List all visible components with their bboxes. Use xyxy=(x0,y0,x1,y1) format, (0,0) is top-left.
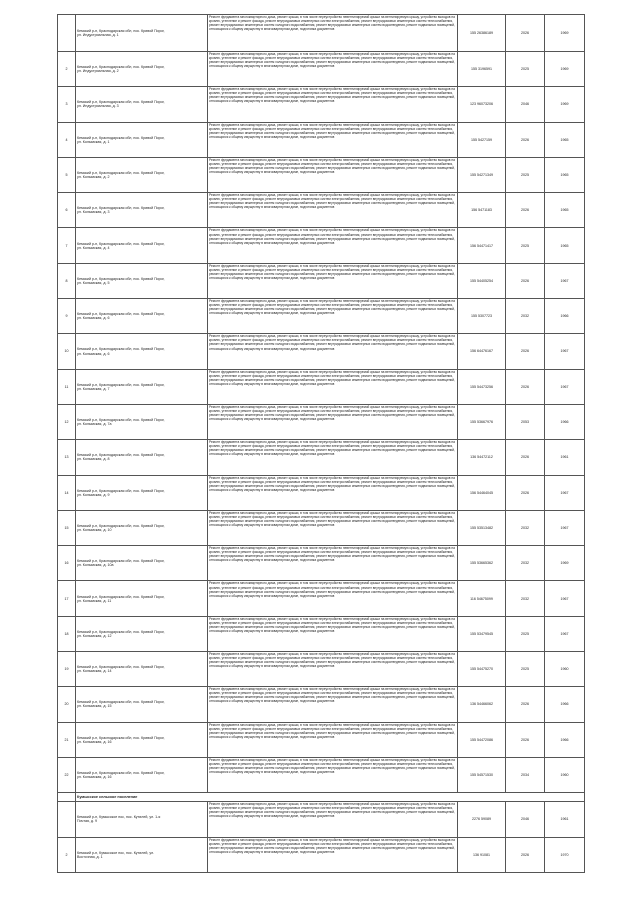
row-number: 12 xyxy=(58,404,76,439)
build-year: 1967 xyxy=(545,369,585,404)
build-year: 1967 xyxy=(545,263,585,298)
work-description: Ремонт фундамента многоквартирного дома, ремонт крыши, в том числе переустройство невентилируемой крыши на вентилируемую крышу, устройство выходов на кровлю, утепление и ремонт фасада, ремонт внутридомовых инженерных систем электроснабжения, ремонт внутридомовых инженерных систем теплоснабжения, ремонт внутридомовых инженерных систем холодного водоснабжения, ремонт внутридомовых инженерных систем водоотведения, ремонт подвальных помещений, относящихся к общему имуществу в многоквартирном доме, подготовка документов xyxy=(208,581,458,616)
house-address: Кемский р-н, Краснодарская обл, пос. Кривой Порог, ул. Колымская, д. 16 xyxy=(76,757,208,792)
row-number: 5 xyxy=(58,157,76,192)
repair-year: 2032 xyxy=(506,581,545,616)
section-spacer xyxy=(58,793,76,802)
build-year: 1967 xyxy=(545,616,585,651)
repair-cost: 155 5307723 xyxy=(458,299,506,334)
repair-year: 2025 xyxy=(506,616,545,651)
repair-cost: 2276 59089 xyxy=(458,802,506,837)
row-number: 8 xyxy=(58,263,76,298)
table-row xyxy=(58,722,585,757)
repair-cost: 136 54472112 xyxy=(458,440,506,475)
house-address: Кемский р-н, Краснодарская обл, пос. Кривой Порог, ул. Колымская, д. 6 xyxy=(76,334,208,369)
build-year: 1965 xyxy=(545,157,585,192)
repair-cost: 136 91081 xyxy=(458,837,506,872)
row-number: 14 xyxy=(58,475,76,510)
repair-cost: 156 54471417 xyxy=(458,228,506,263)
work-description: Ремонт фундамента многоквартирного дома, ремонт крыши, в том числе переустройство невентилируемой крыши на вентилируемую крышу, устройство выходов на кровлю, утепление и ремонт фасада, ремонт внутридомовых инженерных систем электроснабжения, ремонт внутридомовых инженерных систем теплоснабжения, ремонт внутридомовых инженерных систем холодного водоснабжения, ремонт внутридомовых инженерных систем водоотведения, ремонт подвальных помещений, относящихся к общему имуществу в многоквартирном доме, подготовка документов xyxy=(208,193,458,228)
row-number: 22 xyxy=(58,757,76,792)
build-year: 1965 xyxy=(545,122,585,157)
repair-cost: 155 53479545 xyxy=(458,616,506,651)
table-row xyxy=(58,299,585,334)
section-title: Кумысское сельское поселение xyxy=(76,793,585,802)
row-number: 6 xyxy=(58,193,76,228)
repair-year: 2026 xyxy=(506,369,545,404)
repair-cost: 155 54571530 xyxy=(458,757,506,792)
row-number: 20 xyxy=(58,687,76,722)
house-address: Кемский р-н, Кумысское пос, пос. Кутилей, ул. Восточная, д. 1 xyxy=(76,837,208,872)
repair-year: 2026 xyxy=(506,263,545,298)
build-year: 1969 xyxy=(545,15,585,52)
build-year: 1967 xyxy=(545,334,585,369)
table-row xyxy=(58,581,585,616)
work-description: Ремонт фундамента многоквартирного дома, ремонт крыши, в том числе переустройство невентилируемой крыши на вентилируемую крышу, устройство выходов на кровлю, утепление и ремонт фасада, ремонт внутридомовых инженерных систем электроснабжения, ремонт внутридомовых инженерных систем теплоснабжения, ремонт внутридомовых инженерных систем холодного водоснабжения, ремонт внутридомовых инженерных систем водоотведения, ремонт подвальных помещений, относящихся к общему имуществу в многоквартирном доме, подготовка документов xyxy=(208,757,458,792)
house-address: Кемский р-н, Краснодарская обл, пос. Кривой Порог, ул. Колымская, д. 7 xyxy=(76,369,208,404)
work-description: Ремонт фундамента многоквартирного дома, ремонт крыши, в том числе переустройство невентилируемой крыши на вентилируемую крышу, устройство выходов на кровлю, утепление и ремонт фасада, ремонт внутридомовых инженерных систем электроснабжения, ремонт внутридомовых инженерных систем теплоснабжения, ремонт внутридомовых инженерных систем холодного водоснабжения, ремонт внутридомовых инженерных систем водоотведения, ремонт подвальных помещений, относящихся к общему имуществу в многоквартирном доме, подготовка документов xyxy=(208,546,458,581)
house-address: Кемский р-н, Краснодарская обл, пос. Кривой Порог, ул. Колымская, д. 16 xyxy=(76,722,208,757)
capital-repair-table xyxy=(57,14,585,873)
work-description: Ремонт фундамента многоквартирного дома, ремонт крыши, в том числе переустройство невентилируемой крыши на вентилируемую крышу, устройство выходов на кровлю, утепление и ремонт фасада, ремонт внутридомовых инженерных систем электроснабжения, ремонт внутридомовых инженерных систем теплоснабжения, ремонт внутридомовых инженерных систем холодного водоснабжения, ремонт внутридомовых инженерных систем водоотведения, ремонт подвальных помещений, относящихся к общему имуществу в многоквартирном доме, подготовка документов xyxy=(208,52,458,87)
work-description: Ремонт фундамента многоквартирного дома, ремонт крыши, в том числе переустройство невентилируемой крыши на вентилируемую крышу, устройство выходов на кровлю, утепление и ремонт фасада, ремонт внутридомовых инженерных систем электроснабжения, ремонт внутридомовых инженерных систем теплоснабжения, ремонт внутридомовых инженерных систем холодного водоснабжения, ремонт внутридомовых инженерных систем водоотведения, ремонт подвальных помещений, относящихся к общему имуществу в многоквартирном доме, подготовка документов xyxy=(208,15,458,52)
table-row xyxy=(58,687,585,722)
repair-year: 2026 xyxy=(506,334,545,369)
table-row xyxy=(58,122,585,157)
work-description: Ремонт фундамента многоквартирного дома, ремонт крыши, в том числе переустройство невентилируемой крыши на вентилируемую крышу, устройство выходов на кровлю, утепление и ремонт фасада, ремонт внутридомовых инженерных систем электроснабжения, ремонт внутридомовых инженерных систем теплоснабжения, ремонт внутридомовых инженерных систем холодного водоснабжения, ремонт внутридомовых инженерных систем водоотведения, ремонт подвальных помещений, относящихся к общему имуществу в многоквартирном доме, подготовка документов xyxy=(208,87,458,122)
row-number: 2 xyxy=(58,837,76,872)
work-description: Ремонт фундамента многоквартирного дома, ремонт крыши, в том числе переустройство невентилируемой крыши на вентилируемую крышу, устройство выходов на кровлю, утепление и ремонт фасада, ремонт внутридомовых инженерных систем электроснабжения, ремонт внутридомовых инженерных систем теплоснабжения, ремонт внутридомовых инженерных систем холодного водоснабжения, ремонт внутридомовых инженерных систем водоотведения, ремонт подвальных помещений, относящихся к общему имуществу в многоквартирном доме, подготовка документов xyxy=(208,687,458,722)
work-description: Ремонт фундамента многоквартирного дома, ремонт крыши, в том числе переустройство невентилируемой крыши на вентилируемую крышу, устройство выходов на кровлю, утепление и ремонт фасада, ремонт внутридомовых инженерных систем электроснабжения, ремонт внутридомовых инженерных систем теплоснабжения, ремонт внутридомовых инженерных систем холодного водоснабжения, ремонт внутридомовых инженерных систем водоотведения, ремонт подвальных помещений, относящихся к общему имуществу в многоквартирном доме, подготовка документов xyxy=(208,475,458,510)
build-year: 1967 xyxy=(545,475,585,510)
table-row xyxy=(58,546,585,581)
row-number: 4 xyxy=(58,122,76,157)
work-description: Ремонт фундамента многоквартирного дома, ремонт крыши, в том числе переустройство невентилируемой крыши на вентилируемую крышу, устройство выходов на кровлю, утепление и ремонт фасада, ремонт внутридомовых инженерных систем электроснабжения, ремонт внутридомовых инженерных систем теплоснабжения, ремонт внутридомовых инженерных систем холодного водоснабжения, ремонт внутридомовых инженерных систем водоотведения, ремонт подвальных помещений, относящихся к общему имуществу в многоквартирном доме, подготовка документов xyxy=(208,722,458,757)
house-address: Кемский р-н, Краснодарская обл, пос. Кривой Порог, ул. Колымская, д. 5 xyxy=(76,263,208,298)
house-address: Кемский р-н, Кумысское пос, пос. Кутилей, ул. 1-я Почтая, д. 9 xyxy=(76,802,208,837)
repair-year: 2025 xyxy=(506,157,545,192)
table-row xyxy=(58,757,585,792)
repair-year: 2026 xyxy=(506,440,545,475)
row-number xyxy=(58,802,76,837)
house-address: Кемский р-н, Краснодарская обл, пос. Кривой Порог, ул. Колымская, д. 7а xyxy=(76,404,208,439)
repair-year: 2025 xyxy=(506,52,545,87)
build-year: 1966 xyxy=(545,299,585,334)
repair-year: 2025 xyxy=(506,228,545,263)
build-year: 1966 xyxy=(545,722,585,757)
table-row xyxy=(58,652,585,687)
repair-year: 2053 xyxy=(506,404,545,439)
repair-cost: 155 54475270 xyxy=(458,652,506,687)
row-number: 18 xyxy=(58,616,76,651)
table-row xyxy=(58,52,585,87)
repair-year: 2026 xyxy=(506,475,545,510)
work-description: Ремонт фундамента многоквартирного дома, ремонт крыши, в том числе переустройство невентилируемой крыши на вентилируемую крышу, устройство выходов на кровлю, утепление и ремонт фасада, ремонт внутридомовых инженерных систем электроснабжения, ремонт внутридомовых инженерных систем теплоснабжения, ремонт внутридомовых инженерных систем холодного водоснабжения, ремонт внутридомовых инженерных систем водоотведения, ремонт подвальных помещений, относящихся к общему имуществу в многоквартирном доме, подготовка документов xyxy=(208,157,458,192)
repair-year: 2046 xyxy=(506,802,545,837)
build-year: 1967 xyxy=(545,581,585,616)
work-description: Ремонт фундамента многоквартирного дома, ремонт крыши, в том числе переустройство невентилируемой крыши на вентилируемую крышу, устройство выходов на кровлю, утепление и ремонт фасада, ремонт внутридомовых инженерных систем электроснабжения, ремонт внутридомовых инженерных систем теплоснабжения, ремонт внутридомовых инженерных систем холодного водоснабжения, ремонт внутридомовых инженерных систем водоотведения, ремонт подвальных помещений, относящихся к общему имуществу в многоквартирном доме, подготовка документов xyxy=(208,802,458,837)
build-year: 1966 xyxy=(545,404,585,439)
build-year: 1961 xyxy=(545,802,585,837)
work-description: Ремонт фундамента многоквартирного дома, ремонт крыши, в том числе переустройство невентилируемой крыши на вентилируемую крышу, устройство выходов на кровлю, утепление и ремонт фасада, ремонт внутридомовых инженерных систем электроснабжения, ремонт внутридомовых инженерных систем теплоснабжения, ремонт внутридомовых инженерных систем холодного водоснабжения, ремонт внутридомовых инженерных систем водоотведения, ремонт подвальных помещений, относящихся к общему имуществу в многоквартирном доме, подготовка документов xyxy=(208,837,458,872)
table-row xyxy=(58,837,585,872)
table-row xyxy=(58,404,585,439)
work-description: Ремонт фундамента многоквартирного дома, ремонт крыши, в том числе переустройство невентилируемой крыши на вентилируемую крышу, устройство выходов на кровлю, утепление и ремонт фасада, ремонт внутридомовых инженерных систем электроснабжения, ремонт внутридомовых инженерных систем теплоснабжения, ремонт внутридомовых инженерных систем холодного водоснабжения, ремонт внутридомовых инженерных систем водоотведения, ремонт подвальных помещений, относящихся к общему имуществу в многоквартирном доме, подготовка документов xyxy=(208,263,458,298)
house-address: Кемский р-н, Краснодарская обл, пос. Кривой Порог, ул. Колымская, д. 6 xyxy=(76,299,208,334)
work-description: Ремонт фундамента многоквартирного дома, ремонт крыши, в том числе переустройство невентилируемой крыши на вентилируемую крышу, устройство выходов на кровлю, утепление и ремонт фасада, ремонт внутридомовых инженерных систем электроснабжения, ремонт внутридомовых инженерных систем теплоснабжения, ремонт внутридомовых инженерных систем холодного водоснабжения, ремонт внутридомовых инженерных систем водоотведения, ремонт подвальных помещений, относящихся к общему имуществу в многоквартирном доме, подготовка документов xyxy=(208,369,458,404)
repair-cost: 156 54464045 xyxy=(458,475,506,510)
repair-year: 2034 xyxy=(506,757,545,792)
repair-cost: 155 54405254 xyxy=(458,263,506,298)
table-row xyxy=(58,369,585,404)
row-number xyxy=(58,15,76,52)
build-year: 1961 xyxy=(545,440,585,475)
build-year: 1970 xyxy=(545,837,585,872)
repair-cost: 155 53513482 xyxy=(458,510,506,545)
row-number: 3 xyxy=(58,87,76,122)
row-number: 10 xyxy=(58,334,76,369)
repair-year: 2026 xyxy=(506,193,545,228)
table-row xyxy=(58,616,585,651)
repair-year: 2032 xyxy=(506,510,545,545)
house-address: Кемский р-н, Краснодарская обл, пос. Кривой Порог, ул. Колымская, д. 11 xyxy=(76,581,208,616)
row-number: 9 xyxy=(58,299,76,334)
table-row xyxy=(58,510,585,545)
house-address: Кемский р-н, Краснодарская обл, пос. Кривой Порог, ул. Колымская, д. 14 xyxy=(76,652,208,687)
house-address: Кемский р-н, Краснодарская обл, пос. Кривой Порог, ул. Колымская, д. 10а xyxy=(76,546,208,581)
table-body xyxy=(58,15,585,873)
row-number: 2 xyxy=(58,52,76,87)
table-row xyxy=(58,475,585,510)
house-address: Кемский р-н, Краснодарская обл, пос. Кривой Порог, ул. Колымская, д. 1 xyxy=(76,122,208,157)
row-number: 21 xyxy=(58,722,76,757)
repair-cost: 155 5427159 xyxy=(458,122,506,157)
repair-cost: 155 53665362 xyxy=(458,546,506,581)
section-header-row xyxy=(58,793,585,802)
build-year: 1960 xyxy=(545,757,585,792)
repair-year: 2026 xyxy=(506,722,545,757)
work-description: Ремонт фундамента многоквартирного дома, ремонт крыши, в том числе переустройство невентилируемой крыши на вентилируемую крышу, устройство выходов на кровлю, утепление и ремонт фасада, ремонт внутридомовых инженерных систем электроснабжения, ремонт внутридомовых инженерных систем теплоснабжения, ремонт внутридомовых инженерных систем холодного водоснабжения, ремонт внутридомовых инженерных систем водоотведения, ремонт подвальных помещений, относящихся к общему имуществу в многоквартирном доме, подготовка документов xyxy=(208,299,458,334)
work-description: Ремонт фундамента многоквартирного дома, ремонт крыши, в том числе переустройство невентилируемой крыши на вентилируемую крышу, устройство выходов на кровлю, утепление и ремонт фасада, ремонт внутридомовых инженерных систем электроснабжения, ремонт внутридомовых инженерных систем теплоснабжения, ремонт внутридомовых инженерных систем холодного водоснабжения, ремонт внутридомовых инженерных систем водоотведения, ремонт подвальных помещений, относящихся к общему имуществу в многоквартирном доме, подготовка документов xyxy=(208,652,458,687)
work-description: Ремонт фундамента многоквартирного дома, ремонт крыши, в том числе переустройство невентилируемой крыши на вентилируемую крышу, устройство выходов на кровлю, утепление и ремонт фасада, ремонт внутридомовых инженерных систем электроснабжения, ремонт внутридомовых инженерных систем теплоснабжения, ремонт внутридомовых инженерных систем холодного водоснабжения, ремонт внутридомовых инженерных систем водоотведения, ремонт подвальных помещений, относящихся к общему имуществу в многоквартирном доме, подготовка документов xyxy=(208,616,458,651)
repair-cost: 156 5471183 xyxy=(458,193,506,228)
build-year: 1965 xyxy=(545,193,585,228)
build-year: 1969 xyxy=(545,546,585,581)
row-number: 11 xyxy=(58,369,76,404)
build-year: 1966 xyxy=(545,687,585,722)
repair-cost: 155 53667976 xyxy=(458,404,506,439)
repair-cost: 155 3196591 xyxy=(458,52,506,87)
work-description: Ремонт фундамента многоквартирного дома, ремонт крыши, в том числе переустройство невентилируемой крыши на вентилируемую крышу, устройство выходов на кровлю, утепление и ремонт фасада, ремонт внутридомовых инженерных систем электроснабжения, ремонт внутридомовых инженерных систем теплоснабжения, ремонт внутридомовых инженерных систем холодного водоснабжения, ремонт внутридомовых инженерных систем водоотведения, ремонт подвальных помещений, относящихся к общему имуществу в многоквартирном доме, подготовка документов xyxy=(208,440,458,475)
repair-cost: 116 54675099 xyxy=(458,581,506,616)
table-row xyxy=(58,87,585,122)
repair-cost: 136 54466062 xyxy=(458,687,506,722)
row-number: 15 xyxy=(58,510,76,545)
build-year: 1969 xyxy=(545,87,585,122)
table-row xyxy=(58,440,585,475)
work-description: Ремонт фундамента многоквартирного дома, ремонт крыши, в том числе переустройство невентилируемой крыши на вентилируемую крышу, устройство выходов на кровлю, утепление и ремонт фасада, ремонт внутридомовых инженерных систем электроснабжения, ремонт внутридомовых инженерных систем теплоснабжения, ремонт внутридомовых инженерных систем холодного водоснабжения, ремонт внутридомовых инженерных систем водоотведения, ремонт подвальных помещений, относящихся к общему имуществу в многоквартирном доме, подготовка документов xyxy=(208,510,458,545)
row-number: 7 xyxy=(58,228,76,263)
row-number: 16 xyxy=(58,546,76,581)
row-number: 13 xyxy=(58,440,76,475)
work-description: Ремонт фундамента многоквартирного дома, ремонт крыши, в том числе переустройство невентилируемой крыши на вентилируемую крышу, устройство выходов на кровлю, утепление и ремонт фасада, ремонт внутридомовых инженерных систем электроснабжения, ремонт внутридомовых инженерных систем теплоснабжения, ремонт внутридомовых инженерных систем холодного водоснабжения, ремонт внутридомовых инженерных систем водоотведения, ремонт подвальных помещений, относящихся к общему имуществу в многоквартирном доме, подготовка документов xyxy=(208,334,458,369)
repair-cost: 156 64476167 xyxy=(458,334,506,369)
table-row xyxy=(58,334,585,369)
table-row xyxy=(58,228,585,263)
repair-cost: 123 96073206 xyxy=(458,87,506,122)
table-row xyxy=(58,157,585,192)
work-description: Ремонт фундамента многоквартирного дома, ремонт крыши, в том числе переустройство невентилируемой крыши на вентилируемую крышу, устройство выходов на кровлю, утепление и ремонт фасада, ремонт внутридомовых инженерных систем электроснабжения, ремонт внутридомовых инженерных систем теплоснабжения, ремонт внутридомовых инженерных систем холодного водоснабжения, ремонт внутридомовых инженерных систем водоотведения, ремонт подвальных помещений, относящихся к общему имуществу в многоквартирном доме, подготовка документов xyxy=(208,228,458,263)
repair-year: 2025 xyxy=(506,652,545,687)
table-row xyxy=(58,15,585,52)
house-address: Кемский р-н, Краснодарская обл, пос. Кривой Порог, ул. Колымская, д. 10 xyxy=(76,510,208,545)
house-address: Кемский р-н, Краснодарская обл, пос. Кривой Порог, ул. Колымская, д. 12 xyxy=(76,616,208,651)
repair-year: 2032 xyxy=(506,546,545,581)
house-address: Кемский р-н, Краснодарская обл, пос. Кривой Порог, ул. Колымская, д. 2 xyxy=(76,157,208,192)
table-row xyxy=(58,802,585,837)
repair-cost: 155 54472086 xyxy=(458,722,506,757)
house-address: Кемский р-н, Краснодарская обл, пос. Кривой Порог, ул. Колымская, д. 8 xyxy=(76,440,208,475)
build-year: 1965 xyxy=(545,228,585,263)
table-row xyxy=(58,263,585,298)
repair-cost: 155 54473256 xyxy=(458,369,506,404)
table-row xyxy=(58,193,585,228)
work-description: Ремонт фундамента многоквартирного дома, ремонт крыши, в том числе переустройство невентилируемой крыши на вентилируемую крышу, устройство выходов на кровлю, утепление и ремонт фасада, ремонт внутридомовых инженерных систем электроснабжения, ремонт внутридомовых инженерных систем теплоснабжения, ремонт внутридомовых инженерных систем холодного водоснабжения, ремонт внутридомовых инженерных систем водоотведения, ремонт подвальных помещений, относящихся к общему имуществу в многоквартирном доме, подготовка документов xyxy=(208,122,458,157)
row-number: 19 xyxy=(58,652,76,687)
repair-cost: 155 54271349 xyxy=(458,157,506,192)
house-address: Кемский р-н, Краснодарская обл, пос. Кривой Порог, ул. Колымская, д. 15 xyxy=(76,687,208,722)
repair-year: 2046 xyxy=(506,87,545,122)
house-address: Кемский р-н, Краснодарская обл, пос. Кривой Порог, ул. Индустриальная, д. 1 xyxy=(76,15,208,52)
house-address: Кемский р-н, Краснодарская обл, пос. Кривой Порог, ул. Индустриальная, д. 3 xyxy=(76,87,208,122)
work-description: Ремонт фундамента многоквартирного дома, ремонт крыши, в том числе переустройство невентилируемой крыши на вентилируемую крышу, устройство выходов на кровлю, утепление и ремонт фасада, ремонт внутридомовых инженерных систем электроснабжения, ремонт внутридомовых инженерных систем теплоснабжения, ремонт внутридомовых инженерных систем холодного водоснабжения, ремонт внутридомовых инженерных систем водоотведения, ремонт подвальных помещений, относящихся к общему имуществу в многоквартирном доме, подготовка документов xyxy=(208,404,458,439)
house-address: Кемский р-н, Краснодарская обл, пос. Кривой Порог, ул. Колымская, д. 9 xyxy=(76,475,208,510)
house-address: Кемский р-н, Краснодарская обл, пос. Кривой Порог, ул. Колымская, д. 3 xyxy=(76,193,208,228)
house-address: Кемский р-н, Краснодарская обл, пос. Кривой Порог, ул. Индустриальная, д. 2 xyxy=(76,52,208,87)
repair-year: 2026 xyxy=(506,122,545,157)
repair-year: 2026 xyxy=(506,15,545,52)
build-year: 1960 xyxy=(545,652,585,687)
row-number: 17 xyxy=(58,581,76,616)
house-address: Кемский р-н, Краснодарская обл, пос. Кривой Порог, ул. Колымская, д. 4 xyxy=(76,228,208,263)
repair-year: 2026 xyxy=(506,687,545,722)
repair-year: 2026 xyxy=(506,837,545,872)
build-year: 1969 xyxy=(545,52,585,87)
repair-year: 2032 xyxy=(506,299,545,334)
build-year: 1967 xyxy=(545,510,585,545)
repair-cost: 155 26386189 xyxy=(458,15,506,52)
